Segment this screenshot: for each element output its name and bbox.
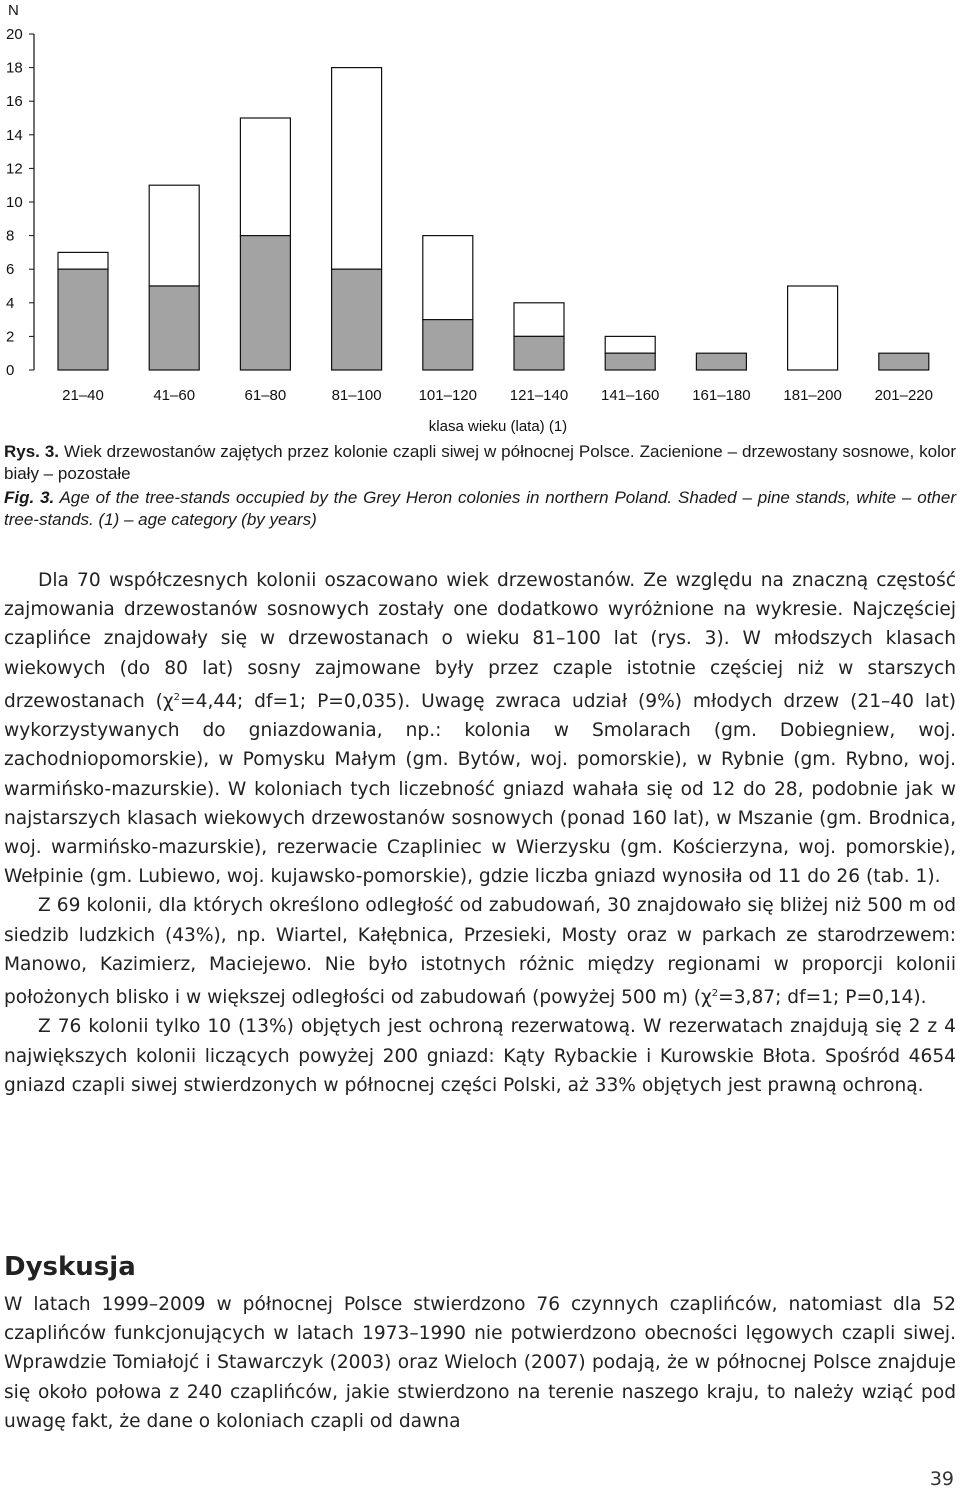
bar-segment-other: [58, 252, 108, 269]
bar-segment-other: [149, 185, 199, 286]
x-tick-label: 161–180: [692, 387, 751, 404]
y-tick-label: 0: [6, 362, 15, 379]
y-tick-label: 14: [6, 126, 23, 144]
x-tick-label: 101–120: [418, 387, 478, 404]
results-text: [4, 566, 956, 1100]
caption-label-pl: Rys. 3.: [4, 442, 60, 461]
x-tick-label: 61–80: [244, 387, 287, 404]
bar-segment-pine: [332, 269, 382, 370]
bar-segment-other: [332, 68, 382, 270]
x-tick-label: 181–200: [783, 387, 842, 404]
y-axis: [6, 26, 34, 379]
x-tick-label: 201–220: [874, 387, 934, 404]
caption-text-pl: Wiek drzewostanów zajętych przez kolonie czapli siwej w północnej Polsce. Zacienione – drzewostany sosnowe, kolor biały – pozostałe: [4, 442, 957, 483]
y-tick-label: 16: [6, 93, 23, 111]
x-axis: [62, 387, 933, 404]
paragraph: Z 69 kolonii, dla których określono odległość od zabudowań, 30 znajdowało się bliżej niż 500 m od siedzib ludzkich (43%), np. Wiartel, Kałębnica, Przesieki, Mosty oraz w parkach ze starodrzewem: Manowo, Kazimierz, Maciejewo. Nie było istotnych różnic między regionami w proporcji kolonii położonych blisko i w większej odległości od zabudowań (powyżej 500 m) ($\chi^2=3,87$; df=1; P=0,14).: [4, 895, 956, 1009]
bar-segment-other: [788, 286, 838, 370]
page-number: 39: [929, 1468, 954, 1490]
bar-segment-other: [605, 336, 655, 353]
x-tick-label: 81–100: [331, 387, 382, 404]
y-tick-label: 10: [6, 194, 23, 211]
y-tick-label: 18: [6, 59, 23, 77]
bar-segment-other: [423, 236, 473, 320]
caption-label-en: Fig. 3.: [4, 488, 55, 507]
y-tick-label: 4: [6, 294, 15, 312]
bar-segment-pine: [58, 269, 108, 370]
bar-segment-pine: [240, 236, 290, 370]
paragraph: Dla 70 współczesnych kolonii oszacowano wiek drzewostanów. Ze względu na znaczną częstość zajmowania drzewostanów sosnowych zostały one dodatkowo wyróżnione na wykresie. Najczęściej czaplińce znajdowały się w drzewostanach o wieku 81–100 lat (rys. 3). W młodszych klasach wiekowych (do 80 lat) sosny zajmowane były przez czaple istotnie częściej niż w starszych drzewostanach ($\chi^2=4,44$; df=1; P=0,035). Uwagę zwraca udział (9%) młodych drzew (21–40 lat) wykorzystywanych do gniazdowania, np.: kolonia w Smolarach (gm. Dobiegniew, woj. zachodniopomorskie), w Pomysku Małym (gm. Bytów, woj. pomorskie), w Rybnie (gm. Rybno, woj. warmińsko-mazurskie). W koloniach tych liczebność gniazd wahała się od 12 do 28, podobnie jak w najstarszych klasach wiekowych drzewostanów sosnowych (ponad 160 lat), w Mszanie (gm. Brodnica, woj. warmińsko-mazurskie), rezerwacie Czapliniec w Wierzysku (gm. Kościerzyna, woj. pomorskie), Wełpinie (gm. Lubiewo, woj. kujawsko-pomorskie), gdzie liczba gniazd wynosiła od 11 do 26 (tab. 1).: [4, 570, 956, 888]
bar-segment-pine: [149, 286, 199, 370]
y-axis-label: N: [8, 2, 19, 19]
bar-segment-pine: [879, 353, 929, 370]
y-tick-label: 20: [6, 26, 23, 43]
discussion-text: [4, 1290, 956, 1436]
y-tick-label: 6: [6, 261, 15, 279]
section-heading: Dyskusja: [4, 1252, 136, 1282]
bars: [58, 68, 929, 370]
age-class-bar-chart: [0, 0, 960, 436]
x-tick-label: 21–40: [62, 387, 104, 404]
x-axis-label: klasa wieku (lata) (1): [428, 418, 568, 435]
bar-segment-pine: [696, 353, 746, 370]
x-tick-label: 121–140: [509, 387, 569, 404]
y-tick-label: 2: [6, 328, 15, 346]
x-tick-label: 41–60: [153, 387, 196, 404]
bar-segment-other: [514, 303, 564, 337]
bar-segment-other: [240, 118, 290, 236]
x-tick-label: 141–160: [600, 387, 660, 404]
bar-segment-pine: [605, 353, 655, 370]
bar-segment-pine: [423, 320, 473, 370]
bar-segment-pine: [514, 336, 564, 370]
paragraph: Z 76 kolonii tylko 10 (13%) objętych jest ochroną rezerwatową. W rezerwatach znajdują się 2 z 4 największych kolonii liczących powyżej 200 gniazd: Kąty Rybackie i Kurowskie Błota. Spośród 4654 gniazd czapli siwej stwierdzonych w północnej części Polski, aż 33% objętych jest prawną ochroną.: [4, 1016, 956, 1096]
paragraph: W latach 1999–2009 w północnej Polsce stwierdzono 76 czynnych czaplińców, natomiast dla 52 czaplińców funkcjonujących w latach 1973–1990 nie potwierdzono obecności lęgowych czapli siwej. Wprawdzie Tomiałojć i Stawarczyk (2003) oraz Wieloch (2007) podają, że w północnej Polsce znajduje się około połowa z 240 czaplińców, jakie stwierdzono na terenie naszego kraju, to należy wziąć pod uwagę fakt, że dane o koloniach czapli od dawna: [4, 1294, 956, 1432]
y-tick-label: 12: [6, 160, 23, 178]
figure-caption-english: [4, 487, 956, 531]
caption-text-en: Age of the tree-stands occupied by the Grey Heron colonies in northern Poland. Shaded – pine stands, white – other tree-stands. (1) – age category (by years): [4, 488, 956, 529]
y-tick-label: 8: [6, 227, 15, 245]
figure-caption-polish: [4, 441, 956, 485]
